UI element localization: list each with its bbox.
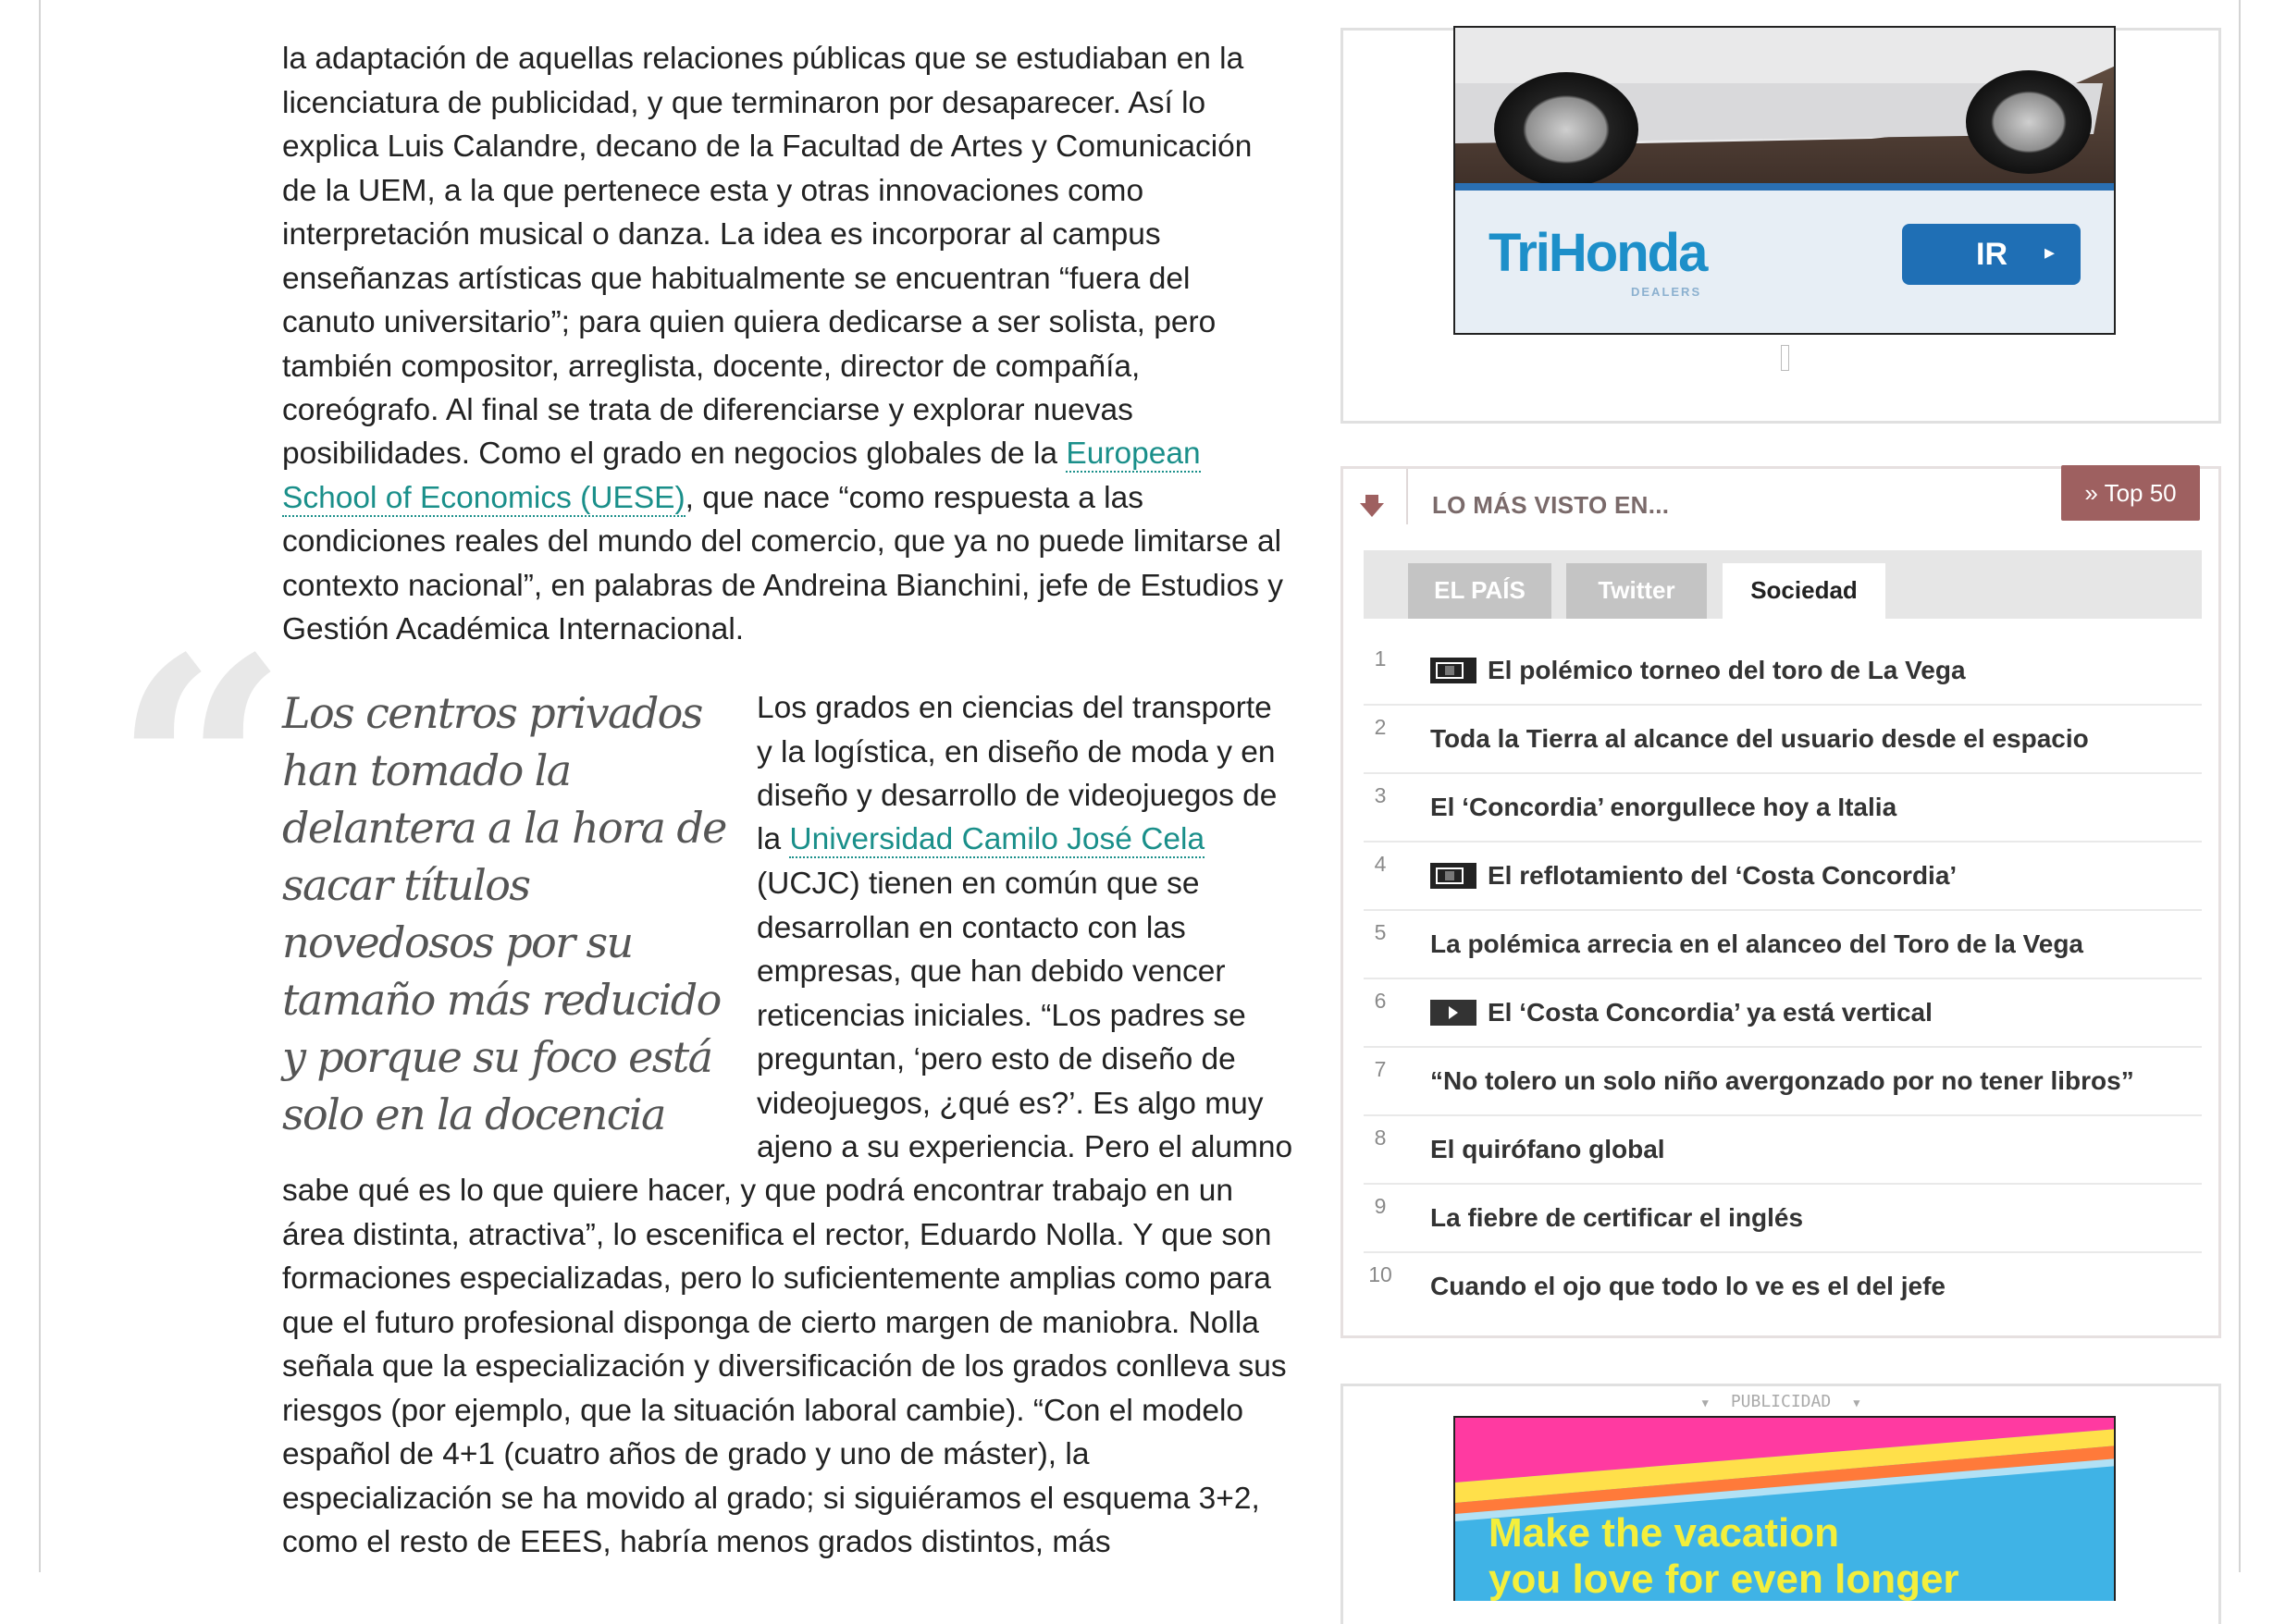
item-rank: 4 [1374,852,1387,876]
link-universidad-camilo-jose-cela[interactable]: Universidad Camilo José Cela [789,822,1205,856]
paragraph-line: formaciones especializadas, pero lo suficientemente amplias como para [282,1261,1271,1296]
most-viewed-item[interactable] [1364,1116,2202,1185]
most-viewed-item[interactable] [1364,1048,2202,1116]
ad-options-icon[interactable] [1781,345,1789,371]
item-rank: 6 [1374,989,1387,1013]
item-headline-link[interactable]: La polémica arrecia en el alanceo del Toro de la Vega [1430,929,2084,958]
honda-ir-label: IR [1976,237,2007,272]
paragraph-1-tail [282,520,1309,652]
page-right-border [2239,0,2241,1572]
most-viewed-item[interactable] [1364,637,2202,706]
paragraph-line: diseño y desarrollo de videojuegos de [757,779,1278,813]
item-headline-link[interactable]: El ‘Costa Concordia’ ya está vertical [1488,998,1933,1027]
most-viewed-widget [1340,466,2221,1338]
photo-gallery-icon [1430,658,1476,683]
paragraph-line: área distinta, atractiva”, lo escenifica el rector, Eduardo Nolla. Y que son [282,1217,1272,1252]
pull-quote: Los centros privados han tomado la delantera a la hora de sacar títulos novedosos por su tamaño más reducido y porque su foco está solo en la docencia [282,688,726,1139]
paragraph-2-column [757,686,1312,818]
tab-el-pais[interactable]: EL PAÍS [1408,563,1551,619]
paragraph-line: coreógrafo. Al final se trata de diferenciarse y explorar nuevas [282,393,1133,427]
paragraph-2-wide [282,1169,1309,1565]
item-headline-link[interactable]: La fiebre de certificar el inglés [1430,1203,1804,1232]
item-rank: 5 [1374,920,1387,944]
ad-box-honda [1340,28,2221,424]
paragraph-line: y la logística, en diseño de moda y en [757,734,1276,769]
most-viewed-item[interactable] [1364,1185,2202,1253]
honda-logo-subtext: DEALERS [1631,285,1702,299]
most-viewed-list [1364,637,2202,1320]
top-50-button[interactable]: » Top 50 [2061,465,2200,521]
paragraph-1 [282,37,1309,433]
item-headline-link[interactable]: El quirófano global [1430,1135,1665,1163]
paragraph-line: especialización se ha movido al grado; si siguiéramos el esquema 3+2, [282,1481,1260,1516]
paragraph-line: Gestión Académica Internacional. [282,612,745,646]
tab-twitter[interactable]: Twitter [1566,563,1707,619]
most-viewed-title: LO MÁS VISTO EN... [1432,491,1670,519]
paragraph-line: español de 4+1 (cuatro años de grado y uno de máster), la [282,1437,1090,1471]
caret-down-icon: ▼ [1853,1396,1860,1409]
most-viewed-item[interactable] [1364,979,2202,1048]
paragraph-line: sabe qué es lo que quiere hacer, y que podrá encontrar trabajo en un [282,1174,1234,1208]
advertising-label-text: PUBLICIDAD [1730,1392,1832,1411]
item-rank: 10 [1368,1262,1392,1286]
paragraph-line: canuto universitario”; para quien quiera dedicarse a ser solista, pero [282,305,1217,339]
paragraph-line: explica Luis Calandre, decano de la Facultad de Artes y Comunicación [282,129,1253,164]
most-viewed-item[interactable] [1364,706,2202,774]
paragraph-text: la [757,822,790,856]
paragraph-line: señala que la especialización y diversificación de los grados conlleva sus [282,1349,1287,1384]
item-rank: 3 [1374,783,1387,807]
car-photo-image [1455,28,2116,335]
paragraph-line: la adaptación de aquellas relaciones públicas que se estudiaban en la [282,42,1244,76]
item-headline-link[interactable]: El polémico torneo del toro de La Vega [1488,656,1966,684]
item-headline-link[interactable]: “No tolero un solo niño avergonzado por no tener libros” [1430,1066,2134,1095]
most-viewed-item[interactable] [1364,774,2202,843]
arrow-down-icon [1343,469,1406,524]
caret-down-icon: ▼ [1701,1396,1709,1409]
paragraph-line: empresas, que han debido vencer [757,954,1226,989]
item-headline-link[interactable]: El ‘Concordia’ enorgullece hoy a Italia [1430,793,1897,821]
paragraph-line: desarrollan en contacto con las [757,910,1186,945]
item-rank: 9 [1374,1194,1387,1218]
vacation-ad-headline-2: you love for even longer [1489,1556,1959,1601]
item-rank: 8 [1374,1126,1387,1150]
photo-gallery-icon [1430,863,1476,889]
paragraph-2-column-continued [757,862,1312,1170]
honda-ad-banner[interactable] [1453,26,2116,335]
link-european-school-of-economics[interactable]: European [1066,437,1201,471]
paragraph-line: también compositor, arreglista, docente, director de compañía, [282,349,1141,384]
page-left-border [39,0,41,1572]
paragraph-line: riesgos (por ejemplo, que la situación laboral cambie). “Con el modelo [282,1393,1244,1428]
vacation-ad-headline: Make the vacation [1489,1510,1840,1556]
item-headline-link[interactable]: Cuando el ojo que todo lo ve es el del jefe [1430,1272,1946,1300]
most-viewed-arrow-cell [1343,469,1408,524]
vacation-ad-banner[interactable] [1453,1416,2116,1601]
honda-logo-text: TriHonda [1489,223,1707,283]
paragraph-line: preguntan, ‘pero esto de diseño de [757,1042,1236,1077]
chevron-right-icon: ▸ [2044,240,2056,264]
advertising-label [1343,1392,2218,1411]
item-rank: 7 [1374,1057,1387,1081]
paragraph-line: reticencias iniciales. “Los padres se [757,998,1246,1033]
most-viewed-item[interactable] [1364,1253,2202,1320]
paragraph-line: (UCJC) tienen en común que se [757,867,1200,901]
paragraph-line: enseñanzas artísticas que habitualmente se encuentran “fuera del [282,261,1191,296]
most-viewed-tabs [1364,550,2202,619]
paragraph-line: interpretación musical o danza. La idea es incorporar al campus [282,217,1161,252]
honda-ir-button[interactable] [1902,224,2081,285]
paragraph-line: contexto nacional”, en palabras de Andreina Bianchini, jefe de Estudios y [282,568,1284,603]
item-headline-link[interactable]: Toda la Tierra al alcance del usuario desde el espacio [1430,724,2089,753]
paragraph-line: ajeno a su experiencia. Pero el alumno [757,1130,1293,1164]
paragraph-line: licenciatura de publicidad, y que terminaron por desaparecer. Así lo [282,85,1206,120]
item-headline-link[interactable]: El reflotamiento del ‘Costa Concordia’ [1488,861,1958,890]
ad-box-vacation [1340,1384,2221,1624]
paragraph-line: videojuegos, ¿qué es?’. Es algo muy [757,1086,1264,1121]
paragraph-text: posibilidades. Como el grado en negocios globales de la [282,437,1067,471]
paragraph-line: Los grados en ciencias del transporte [757,691,1272,725]
paragraph-line: de la UEM, a la que pertenece esta y otras innovaciones como [282,173,1144,208]
item-rank: 2 [1374,715,1387,739]
paragraph-line: como el resto de EEES, habría menos grados distintos, más [282,1525,1111,1559]
paragraph-1-link-line [282,432,1309,520]
tab-sociedad[interactable]: Sociedad [1723,563,1885,619]
most-viewed-item[interactable] [1364,911,2202,979]
paragraph-2-link-line [757,818,1312,862]
paragraph-line: condiciones reales del mundo del comercio, que ya no puede limitarse al [282,524,1282,559]
play-video-icon [1430,1000,1476,1026]
paragraph-line: que el futuro profesional disponga de cierto margen de maniobra. Nolla [282,1305,1259,1340]
link-european-school-of-economics-2[interactable]: School of Economics (UESE) [282,480,686,515]
paragraph-text: , que nace “como respuesta a las [685,480,1144,515]
item-rank: 1 [1374,646,1387,671]
most-viewed-item[interactable] [1364,843,2202,911]
quote-mark-icon: “ [113,591,289,950]
